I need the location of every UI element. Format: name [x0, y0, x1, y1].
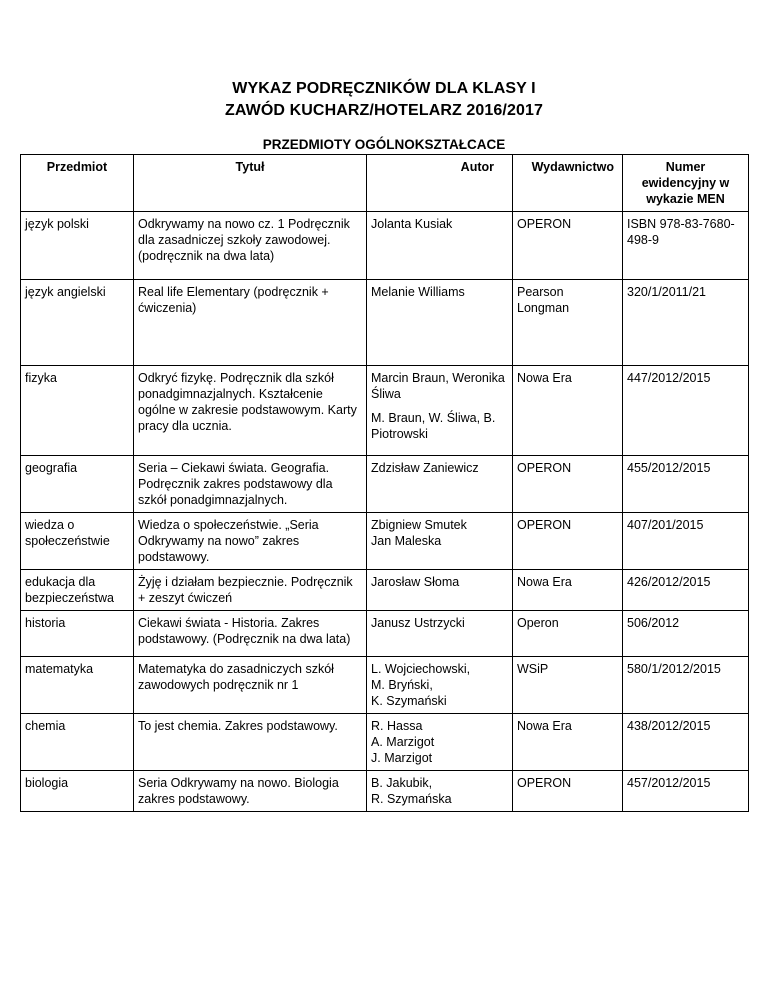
table-row: [21, 212, 749, 280]
table-row: [21, 771, 749, 812]
table-row: [21, 611, 749, 657]
header-subject: Przedmiot: [21, 155, 134, 212]
cell-number: 457/2012/2015: [623, 771, 749, 812]
cell-subject: matematyka: [21, 657, 134, 714]
cell-publisher: Nowa Era: [513, 714, 623, 771]
author-line: Zbigniew Smutek: [371, 518, 467, 532]
table-row: [21, 714, 749, 771]
section-heading: PRZEDMIOTY OGÓLNOKSZTAŁCACE: [262, 137, 506, 152]
cell-title: Odkryć fizykę. Podręcznik dla szkół ponadgimnazjalnych. Kształcenie ogólne w zakresie podstawowym. Karty pracy dla ucznia.: [134, 366, 367, 456]
table-row: [21, 366, 749, 456]
cell-title: Żyję i działam bezpiecznie. Podręcznik + zeszyt ćwiczeń: [134, 570, 367, 611]
cell-author: Janusz Ustrzycki: [367, 611, 513, 657]
cell-publisher: OPERON: [513, 212, 623, 280]
cell-title: Ciekawi świata - Historia. Zakres podstawowy. (Podręcznik na dwa lata): [134, 611, 367, 657]
cell-number: 580/1/2012/2015: [623, 657, 749, 714]
cell-author: [367, 771, 513, 812]
table-header-row: [21, 155, 749, 212]
cell-number: 506/2012: [623, 611, 749, 657]
cell-publisher: WSiP: [513, 657, 623, 714]
cell-number: 447/2012/2015: [623, 366, 749, 456]
cell-subject: edukacja dla bezpieczeństwa: [21, 570, 134, 611]
cell-author: [367, 513, 513, 570]
cell-subject: język angielski: [21, 280, 134, 366]
document-title-line1: WYKAZ PODRĘCZNIKÓW DLA KLASY I: [232, 80, 536, 97]
cell-publisher: OPERON: [513, 456, 623, 513]
cell-publisher: Nowa Era: [513, 570, 623, 611]
cell-author: [367, 657, 513, 714]
author-line: M. Braun, W. Śliwa, B. Piotrowski: [371, 411, 496, 441]
cell-title: Matematyka do zasadniczych szkół zawodowych podręcznik nr 1: [134, 657, 367, 714]
author-line: J. Marzigot: [371, 751, 433, 765]
author-line: A. Marzigot: [371, 735, 435, 749]
cell-number: 320/1/2011/21: [623, 280, 749, 366]
cell-title: Seria Odkrywamy na nowo. Biologia zakres podstawowy.: [134, 771, 367, 812]
author-line: R. Szymańska: [371, 792, 452, 806]
cell-author: Jolanta Kusiak: [367, 212, 513, 280]
cell-subject: fizyka: [21, 366, 134, 456]
cell-number: 438/2012/2015: [623, 714, 749, 771]
cell-publisher: Nowa Era: [513, 366, 623, 456]
cell-title: Real life Elementary (podręcznik + ćwiczenia): [134, 280, 367, 366]
cell-publisher: OPERON: [513, 771, 623, 812]
header-author: Autor: [367, 155, 513, 212]
cell-title: Wiedza o społeczeństwie. „Seria Odkrywamy na nowo” zakres podstawowy.: [134, 513, 367, 570]
cell-author: Jarosław Słoma: [367, 570, 513, 611]
cell-subject: język polski: [21, 212, 134, 280]
cell-author: [367, 714, 513, 771]
author-line: B. Jakubik,: [371, 776, 433, 790]
author-line: L. Wojciechowski,: [371, 662, 471, 676]
table-row: [21, 513, 749, 570]
cell-number: 426/2012/2015: [623, 570, 749, 611]
cell-number: 455/2012/2015: [623, 456, 749, 513]
cell-subject: historia: [21, 611, 134, 657]
header-number: Numer ewidencyjny w wykazie MEN: [623, 155, 749, 212]
table-row: [21, 456, 749, 513]
textbook-table: [20, 154, 749, 812]
header-title: Tytuł: [134, 155, 367, 212]
cell-title: Odkrywamy na nowo cz. 1 Podręcznik dla zasadniczej szkoły zawodowej. (podręcznik na dwa lata): [134, 212, 367, 280]
cell-author: [367, 366, 513, 456]
cell-author: Zdzisław Zaniewicz: [367, 456, 513, 513]
cell-publisher: Operon: [513, 611, 623, 657]
author-line: K. Szymański: [371, 694, 447, 708]
author-line: R. Hassa: [371, 719, 423, 733]
cell-number: ISBN 978-83-7680-498-9: [623, 212, 749, 280]
author-line: Marcin Braun, Weronika Śliwa: [371, 371, 505, 401]
header-publisher: Wydawnictwo: [513, 155, 623, 212]
cell-subject: geografia: [21, 456, 134, 513]
cell-title: To jest chemia. Zakres podstawowy.: [134, 714, 367, 771]
author-line: Jan Maleska: [371, 534, 442, 548]
cell-subject: chemia: [21, 714, 134, 771]
document-title-line2: ZAWÓD KUCHARZ/HOTELARZ 2016/2017: [225, 102, 543, 119]
cell-number: 407/201/2015: [623, 513, 749, 570]
cell-publisher: OPERON: [513, 513, 623, 570]
cell-publisher: Pearson Longman: [513, 280, 623, 366]
cell-author: Melanie Williams: [367, 280, 513, 366]
cell-subject: wiedza o społeczeństwie: [21, 513, 134, 570]
author-line: M. Bryński,: [371, 678, 433, 692]
table-row: [21, 280, 749, 366]
cell-subject: biologia: [21, 771, 134, 812]
cell-title: Seria – Ciekawi świata. Geografia. Podręcznik zakres podstawowy dla szkół ponadgimnazjalnych.: [134, 456, 367, 513]
table-row: [21, 570, 749, 611]
table-row: [21, 657, 749, 714]
